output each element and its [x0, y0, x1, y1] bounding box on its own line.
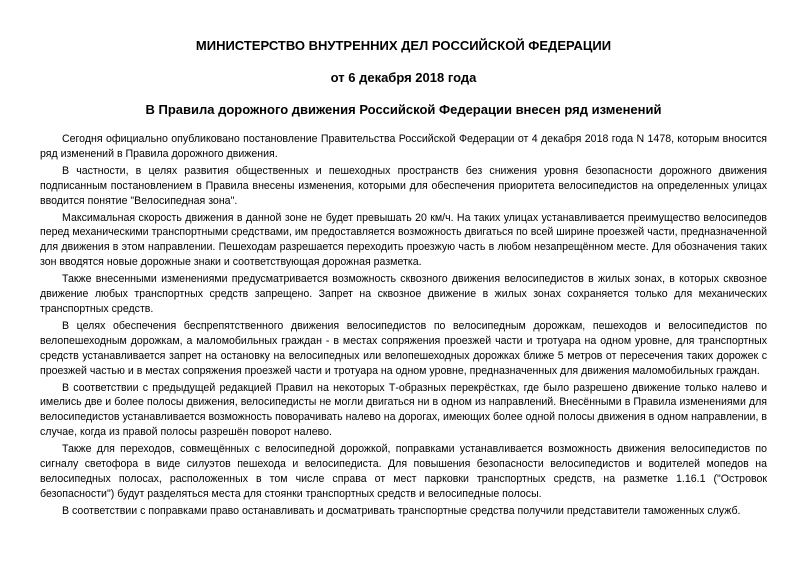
- document-page: [40, 38, 767, 521]
- paragraph: В частности, в целях развития общественных и пешеходных пространств без снижения уровня безопасности дорожного движения подписанным постановлением в Правила внесены изменения, которыми для обеспечения приоритета велосипедистов на определенных улицах вводится понятие "Велосипедная зона".: [40, 164, 767, 207]
- paragraph: В целях обеспечения беспрепятственного движения велосипедистов по велосипедным дорожкам, пешеходов и велосипедистов по велопешеходным дорожкам, а маломобильных граждан - в местах сопряжения проезжей части и тротуара на одном уровне, для транспортных средств устанавливается запрет на остановку на велосипедных или велопешеходных дорожках ближе 5 метров от пересечения таких дорожек с проезжей частью и в местах сопряжения проезжей части и тротуара на одном уровне, предназначенных для движения маломобильных граждан.: [40, 319, 767, 377]
- paragraph: Также внесенными изменениями предусматривается возможность сквозного движения велосипедистов в жилых зонах, в которых сквозное движение любых транспортных средств запрещено. Запрет на сквозное движение в жилых зонах сохраняется только для механических транспортных средств.: [40, 273, 767, 315]
- paragraph: В соответствии с предыдущей редакцией Правил на некоторых Т-образных перекрёстках, где было разрешено движение только налево и имелись две и более полосы движения, велосипедисты не могли двигаться ни в одном из направлений. Внесёнными в Правила изменениями для велосипедистов устанавливается возможность поворачивать налево на дорогах, имеющих более одной полосы движения в одном направлении, в случае, когда из правой полосы разрешён поворот налево.: [40, 381, 767, 439]
- document-date: от 6 декабря 2018 года: [330, 70, 477, 85]
- document-body: [40, 132, 767, 519]
- document-title: В Правила дорожного движения Российской Федерации внесен ряд изменений: [145, 102, 662, 117]
- ministry-heading: МИНИСТЕРСТВО ВНУТРЕННИХ ДЕЛ РОССИЙСКОЙ ФЕДЕРАЦИИ: [195, 38, 612, 53]
- paragraph: Сегодня официально опубликовано постановление Правительства Российской Федерации от 4 декабря 2018 года N 1478, которым вносится ряд изменений в Правила дорожного движения.: [40, 133, 767, 160]
- paragraph: Максимальная скорость движения в данной зоне не будет превышать 20 км/ч. На таких улицах устанавливается преимущество велосипедов перед механическими транспортными средствами, им предоставляется возможность двигаться по всей ширине проезжей части, предназначенной для движения в этом направлении. Пешеходам разрешается переходить проезжую часть в любом незапрещённом месте. Для обозначения таких зон вводятся новые дорожные знаки и соответствующая дорожная разметка.: [40, 211, 767, 269]
- paragraph: Также для переходов, совмещённых с велосипедной дорожкой, поправками устанавливается возможность движения велосипедистов по сигналу светофора в виде силуэтов пешехода и велосипедиста. Для повышения безопасности велосипедистов и водителей мопедов на велосипедных полосах, расположенных в том числе справа от мест парковки транспортных средств, на разметке 1.16.1 ("Островок безопасности") будут разделяться места для стоянки транспортных средств и велосипедные полосы.: [40, 443, 767, 500]
- paragraph: В соответствии с поправками право останавливать и досматривать транспортные средства получили представители таможенных служб.: [62, 504, 741, 517]
